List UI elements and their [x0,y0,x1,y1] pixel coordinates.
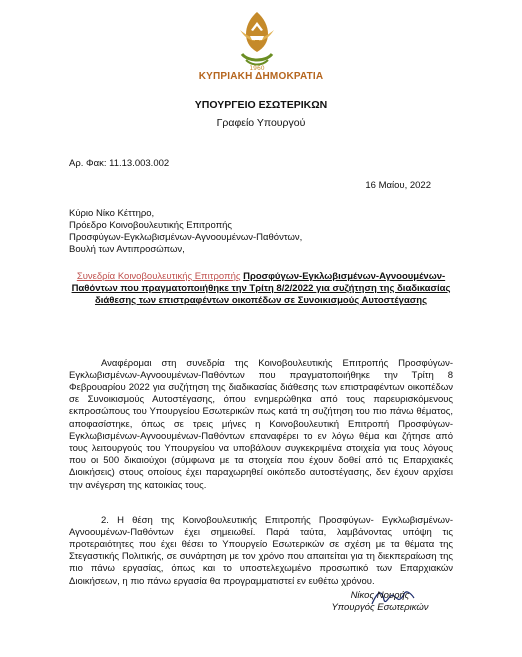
recipient-line: Βουλή των Αντιπροσώπων, [69,244,185,255]
cyprus-coat-of-arms-icon [228,8,286,72]
subject-heading [69,271,453,307]
signatory-name: Νίκος Νουρής [350,590,410,601]
signature-block [310,590,450,614]
subject-text: Προσφύγων-Εγκλωβισμένων-Αγνοουμένων-Παθόντων που πραγματοποιήθηκε την Τρίτη 8/2/2022 για συζήτηση της διαδικασίας διάθεσης των επιστραφέντων οικοπέδων σε Συνοικισμούς Αυτοστέγασης [71,271,451,306]
recipient-line: Προσφύγων-Εγκλωβισμένων-Αγνοουμένων-Παθόντων, [69,232,303,243]
office-title: Γραφείο Υπουργού [216,117,306,129]
recipient-block [69,208,302,256]
republic-name: ΚΥΠΡΙΑΚΗ ΔΗΜΟΚΡΑΤΙΑ [198,71,324,82]
subject-prefix: Συνεδρία Κοινοβουλευτικής Επιτροπής [76,271,241,282]
body-paragraph-2: 2. Η θέση της Κοινοβουλευτικής Επιτροπής Προσφύγων- Εγκλωβισμένων-Αγνοουμένων-Παθόντων έχει σημειωθεί. Παρά ταύτα, λαμβάνοντας υπόψη τις προτεραιότητες που έχει θέσει το Υπουργείο Εσωτερικών σε σχέση με τα θέματα της Στεγαστικής Πολιτικής, σε συνάρτηση με τον χρόνο που απαιτείται για τη διεκπεραίωση της πιο πάνω εργασίας, όπως και το υποστελεχωμένο προσωπικό των Επαρχιακών Διοικήσεων, η πιο πάνω εργασία θα προγραμματιστεί εν ευθέτω χρόνου. [69,514,453,587]
body-paragraph-1: Αναφέρομαι στη συνεδρία της Κοινοβουλευτικής Επιτροπής Προσφύγων-Εγκλωβισμένων-Αγνοουμένων-Παθόντων που πραγματοποιήθηκε την Τρίτη 8 Φεβρουαρίου 2022 για συζήτηση της διαδικασίας διάθεσης των επιστραφέντων οικοπέδων σε Συνοικισμούς Αυτοστέγασης, όπου ενημερώθηκα από τους παρευρισκόμενους εκπροσώπους του Υπουργείου Εσωτερικών πως κατά τη συζήτηση του πιο πάνω θέματος, αποφασίστηκε, όπως σε τρεις μήνες η Κοινοβουλευτική Επιτροπή Προσφύγων- Εγκλωβισμένων-Αγνοουμένων-Παθόντων επαναφέρει το εν λόγω θέμα και ζήτησε από τους λειτουργούς του Υπουργείου να υποβάλουν συγκεκριμένα στοιχεία για τους λόγους που οι 500 δικαιούχοι (σύμφωνα με τα στοιχεία που έχουν δοθεί από τις Επαρχιακές Διοικήσεις) στους οποίους έχει παραχωρηθεί οικόπεδο αυτοστέγασης, δεν έχουν αρχίσει την ανέγερση της κατοικίας τους. [69,357,453,491]
signatory-title: Υπουργός Εσωτερικών [331,602,429,613]
ministry-title: ΥΠΟΥΡΓΕΙΟ ΕΣΩΤΕΡΙΚΩΝ [194,99,328,111]
recipient-line: Πρόεδρο Κοινοβουλευτικής Επιτροπής [69,220,233,231]
svg-text:1960: 1960 [249,65,265,72]
recipient-line: Κύριο Νίκο Κέττηρο, [69,208,155,219]
file-reference: Αρ. Φακ: 11.13.003.002 [69,158,170,169]
letter-date: 16 Μαίου, 2022 [365,180,431,191]
